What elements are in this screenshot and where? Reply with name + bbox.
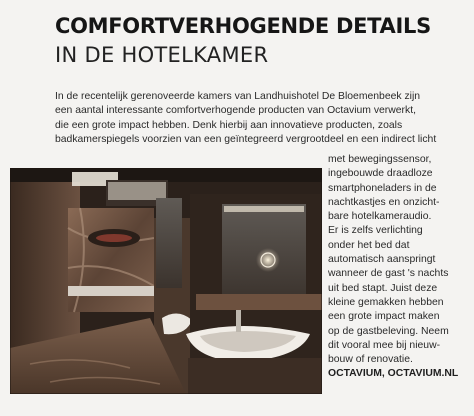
photo-credit: OCTAVIUM, OCTAVIUM.NL [328,368,459,380]
side-line: op de gastbeleving. Neem [328,325,449,337]
side-line: automatisch aanspringt [328,254,436,266]
article-title: COMFORTVERHOGENDE DETAILS [55,14,431,38]
side-line: onder het bed dat [328,239,410,251]
intro-line: een aantal interessante comfortverhogende producten van Octavium verwerkt, [55,105,416,117]
side-line: dit vooral mee bij nieuw- [328,339,441,351]
intro-line: In de recentelijk gerenoveerde kamers van Landhuishotel De Bloemenbeek zijn [55,91,421,102]
bathroom-photo-illustration [10,168,322,394]
side-line: bouw of renovatie. [328,354,413,366]
bathroom-photo [10,168,322,394]
side-line: wanneer de gast 's nachts [328,268,449,280]
side-line: uit bed stapt. Juist deze [328,282,438,294]
intro-line: die een grote impact hebben. Denk hierbij aan innovatieve producten, zoals [55,119,403,131]
article-subtitle: IN DE HOTELKAMER [55,43,269,67]
side-line: Er is zelfs verlichting [328,225,423,237]
intro-paragraph [55,90,460,147]
intro-line: badkamerspiegels voorzien van een geïntegreerd vergrootdeel en een indirect licht [55,133,437,145]
side-line: met bewegingssensor, [328,154,432,165]
side-line: bare hotelkameraudio. [328,211,432,223]
side-line: nachtkastjes en onzicht- [328,196,440,208]
side-line: smartphoneladers in de [328,182,437,194]
side-column-text [328,153,468,382]
side-line: ingebouwde draadloze [328,168,433,180]
side-line: kleine gemakken hebben [328,296,444,308]
side-line: een grote impact maken [328,311,440,323]
